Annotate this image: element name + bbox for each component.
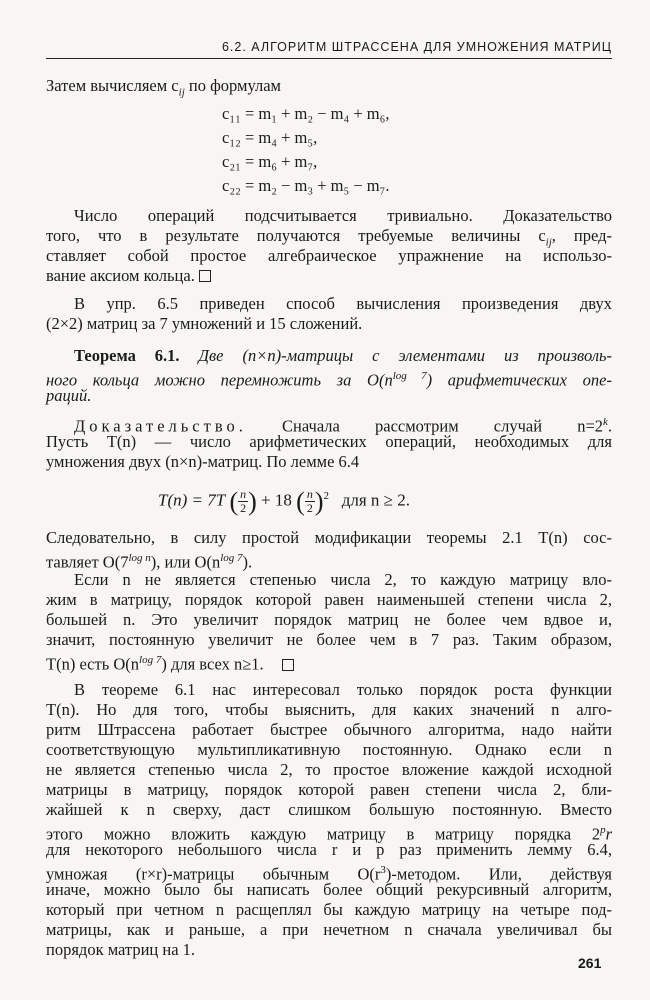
text-line: этого можно вложить каждую матрицу в матрицу порядка 2$^p$r — [46, 824, 612, 844]
text-line: жим в матрицу, порядок которой равен наименьшей степени числа 2, — [46, 590, 612, 609]
text-line: большей n. Это увеличит порядок матриц не более чем вдвое и, — [46, 610, 612, 629]
text-line: Затем вычисляем $c_{ij}$ по формулам — [46, 76, 282, 99]
text-line: тавляет $O(7^{log n})$, или $O(n^{log 7})$. — [46, 552, 253, 572]
theorem-line: ного кольца можно перемножить за $O(n^{log 7})$ арифметических опе- — [46, 370, 612, 390]
text-line: матрицы в матрицу, порядок которой равен степени числа 2, бли- — [46, 780, 612, 799]
text-line: T(n) есть $O(n^{log 7})$ для всех n≥1. — [46, 650, 612, 675]
text-line: соответствующую мультипликативную постоянную. Однако если n — [46, 740, 612, 759]
text-line: вание аксиом кольца. — [46, 266, 612, 286]
qed-box — [199, 270, 211, 282]
text-line: Если n не является степенью числа 2, то каждую матрицу вло- — [74, 570, 612, 589]
text-line: значит, постоянную увеличит не более чем в 7 раз. Таким образом, — [46, 630, 612, 649]
equation-c11: c₁₁ = m₁ + m₂ − m₄ + m₆, — [222, 104, 390, 123]
text-line: который при четном n расщеплял бы каждую матрицу на четыре под- — [46, 900, 612, 919]
text-line: того, что в результате получаются требуемые величины $c_{ij}$, пред- — [46, 226, 613, 249]
text-line: ставляет собой простое алгебраическое упражнение на использо- — [46, 246, 612, 265]
equation-c12: c₁₂ = m₄ + m₅, — [222, 128, 318, 147]
qed-box — [282, 659, 294, 671]
page-number: 261 — [578, 955, 602, 971]
text-line: жайшей к n сверху, даст слишком большую постоянную. Вместо — [46, 800, 612, 819]
equation-c21: c₂₁ = m₆ + m₇, — [222, 152, 318, 171]
text-line: Пусть T(n) — число арифметических операций, необходимых для — [46, 432, 612, 451]
text-line: В упр. 6.5 приведен способ вычисления произведения двух — [74, 294, 612, 313]
text-line: умножения двух (n×n)-матриц. По лемме 6.4 — [46, 452, 360, 471]
text-line: Число операций подсчитывается тривиально. Доказательство — [74, 206, 612, 225]
text-line: ритм Штрассена работает быстрее обычного алгоритма, надо найти — [46, 720, 612, 739]
text-line: T(n). Но для того, чтобы выяснить, для каких значений n алго- — [46, 700, 612, 719]
text-line: матрицы, как и раньше, а при нечетном n сначала увеличивал бы — [46, 920, 612, 939]
theorem-label: Теорема 6.1. — [74, 346, 180, 365]
text-line: В теореме 6.1 нас интересовал только порядок роста функции — [74, 680, 612, 699]
proof-label: Доказательство. — [74, 416, 247, 436]
text-line: умножая (r×r)-матрицы обычным $O(r^3)$-методом. Или, действуя — [46, 864, 612, 884]
text-line: порядок матриц на 1. — [46, 940, 196, 959]
equation-c22: c₂₂ = m₂ − m₃ + m₅ − m₇. — [222, 176, 390, 195]
theorem-line: Теорема 6.1. Две (n×n)-матрицы с элементами из произволь- — [74, 346, 613, 365]
text-line: Доказательство. Сначала рассмотрим случай $n=2^k$. — [74, 416, 613, 436]
text-line: не является степенью числа 2, то простое вложение каждой исходной — [46, 760, 612, 779]
text-line: (2×2) матриц за 7 умножений и 15 сложений. — [46, 314, 363, 333]
text-line: иначе, можно было бы написать более общий рекурсивный алгоритм, — [46, 880, 612, 899]
text-line: Следовательно, в силу простой модификации теоремы 2.1 T(n) сос- — [46, 528, 612, 547]
theorem-line: раций. — [46, 386, 92, 405]
recurrence-equation: T(n) = 7T ( $\frac{n}{2}$ ) + 18 ( $\frac{n}{2}$ )$^2$ для n ≥ 2. — [158, 486, 411, 516]
text-line: для некоторого небольшого числа r и p раз применить лемму 6.4, — [46, 840, 612, 859]
header-rule — [46, 58, 612, 59]
running-header: 6.2. АЛГОРИТМ ШТРАССЕНА ДЛЯ УМНОЖЕНИЯ МАТРИЦ — [221, 40, 612, 54]
